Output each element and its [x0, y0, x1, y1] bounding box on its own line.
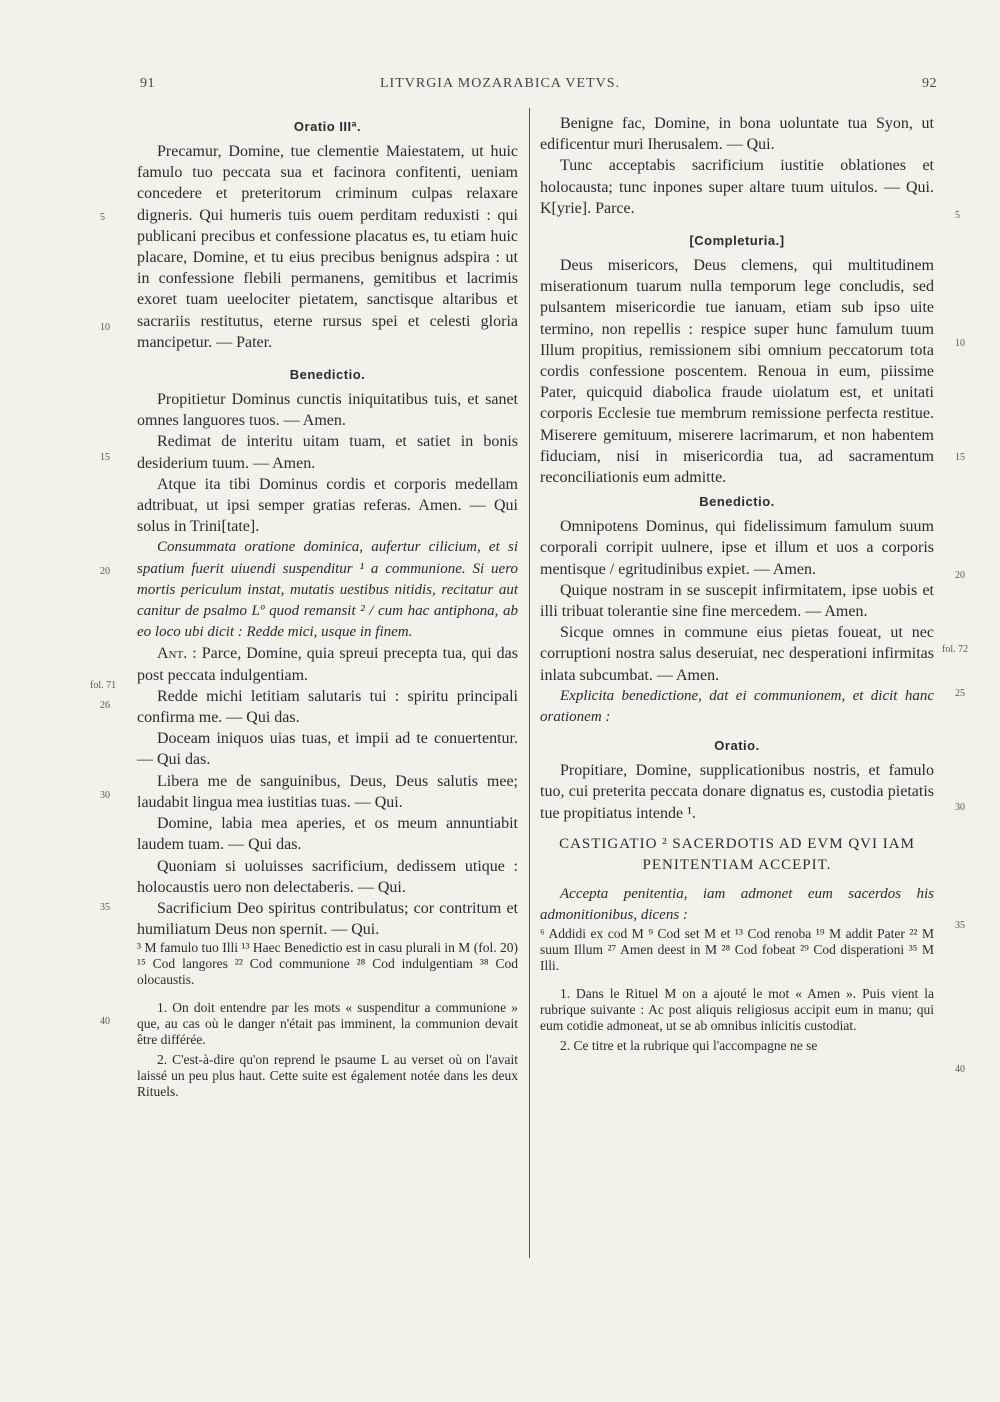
- folio-marker: fol. 72: [942, 644, 969, 655]
- antiphon-text: : Parce, Domine, quia spreui precepta tua, qui das post peccata indulgentiam.: [137, 645, 519, 684]
- line-number: 15: [955, 452, 965, 463]
- paragraph: Propitietur Dominus cunctis iniquitatibus tuis, et sanet omnes languores tuos. — Amen.: [137, 391, 518, 430]
- paragraph: Redde michi letitiam salutaris tui : spiritu principali confirma me. — Qui das.: [137, 687, 518, 727]
- antiphon-label: Ant.: [157, 645, 188, 663]
- paragraph: Precamur, Domine, tue clementie Maiestatem, ut huic famulo tuo peccata sua et facinora confitenti, ueniam concedere et preteritorum criminum culpas relaxare digneris. Qui humeris tuis ouem perditam reduxisti : qui publicani precibus et confessione placatus es, tu etiam huic placare, Domine, et tu eius precibus benignus adspira : ut in confessione flebili permanens, gemitibus et lacrimis exoret tuam ueelociter pietatem, sanctisque altaribus et sacrariis restitutus, eterne rursus spei et celesti gloria mancipetur. — Pater.: [137, 143, 518, 351]
- critical-apparatus: ⁶ Addidi ex cod M ⁹ Cod set M et ¹³ Cod renoba ¹⁹ M addit Pater ²² M suum Illum ²⁷ Amen deest in M ²⁸ Cod fobeat ²⁹ Cod disperationi ³⁵ M Illi.: [540, 926, 934, 974]
- footnote: 2. Ce titre et la rubrique qui l'accompagne ne se: [560, 1038, 818, 1054]
- antiphon: [137, 643, 518, 685]
- paragraph: Redimat de interitu uitam tuam, et satiet in bonis desiderium tuum. — Amen.: [137, 433, 518, 472]
- paragraph: Quique nostram in se suscepit infirmitatem, ipse uobis et illi tribuat tolerantie sine fine mercedem. — Amen.: [540, 581, 934, 621]
- paragraph: Deus misericors, Deus clemens, qui multitudinem miserationum tuarum nulla temporum lege concludis, sed pulsantem misericordie tue ianuam, etiam sub ipso uite termino, non repellis : respice super hunc famulum tuum Illum propitius, remissionem sibi omnium peccatorum tota cordis confessione poscentem. Renoua in eum, piissime Pater, quicquid diabolica fraude uiolatum est, et unitati corporis Ecclesie tue membrum remissione perfecta restitue. Miserere gemituum, miserere lacrimarum, et non habentem fiduciam, nisi in misericordia tua, ad sacramentum reconciliationis eum admitte.: [540, 257, 934, 487]
- line-number: 15: [100, 452, 110, 463]
- heading-castigatio: CASTIGATIO ² SACERDOTIS AD EVM QVI IAM PENITENTIAM ACCEPIT.: [559, 835, 915, 873]
- rubric: Consummata oratione dominica, aufertur cilicium, et si spatium fuerit uiuendi suspenditur ¹ a communione. Si uero mortis periculum instat, mutatis uestibus nitidis, recitatur aut canitur de psalmo Lº quod remansit ² / cum hac antiphona, ab eo loco ubi dicit : Redde mici, usque in finem.: [137, 539, 518, 641]
- line-number: 10: [955, 338, 965, 349]
- right-column: [540, 113, 934, 1058]
- line-number: 5: [100, 212, 105, 223]
- heading-oratio: Oratio.: [714, 738, 760, 754]
- critical-apparatus: ³ M famulo tuo Illi ¹³ Haec Benedictio est in casu plurali in M (fol. 20) ¹⁵ Cod langores ²² Cod communione ²⁸ Cod indulgentiam ³⁸ Cod olocaustis.: [137, 940, 518, 988]
- heading-oratio: Oratio IIIª.: [293, 119, 362, 134]
- paragraph: Libera me de sanguinibus, Deus, Deus salutis mee; laudabit lingua mea iustitias tuas. — Qui.: [137, 772, 518, 811]
- footnotes: [137, 1000, 518, 1100]
- paragraph: Sacrificium Deo spiritus contribulatus; cor contritum et humiliatum Deus non spernit. — Qui.: [137, 899, 518, 939]
- rubric: Explicita benedictione, dat ei communionem, et dicit hanc orationem :: [540, 687, 934, 726]
- footnote: 2. C'est-à-dire qu'on reprend le psaume L au verset où on l'avait laissé un peu plus haut. Cette suite est également notée dans les deux Rituels.: [137, 1052, 518, 1100]
- heading-completuria: [Completuria.]: [689, 233, 785, 249]
- line-number: 30: [955, 802, 965, 813]
- page-number-right: 92: [922, 76, 937, 91]
- footnote: 1. Dans le Rituel M on a ajouté le mot « Amen ». Puis vient la rubrique suivante : Ac post aliquis religiosus accipit eum in manu; qui eum cotidie admoneat, ut se ab omnibus inlicitis custodiat.: [540, 986, 934, 1034]
- paragraph: Domine, labia mea aperies, et os meum annuntiabit laudem tuam. — Qui das.: [137, 815, 518, 854]
- paragraph: Atque ita tibi Dominus cordis et corporis medellam adtribuat, ut ipsi semper gratias referas. Amen. — Qui solus in Trini[tate].: [137, 475, 518, 536]
- heading-benedictio: Benedictio.: [699, 494, 775, 510]
- paragraph: Propitiare, Domine, supplicationibus nostris, et famulo tuo, cui preterita peccata donare dignatus es, custodia pietatis tue propitiatus intende ¹.: [540, 762, 934, 822]
- line-number: 10: [100, 322, 110, 333]
- paragraph: Quoniam si uoluisses sacrificium, dedissem utique : holocaustis uero non delectaberis. — Qui.: [137, 857, 518, 896]
- heading-benedictio: Benedictio.: [289, 367, 366, 383]
- line-number: 20: [100, 566, 110, 577]
- footnote: 1. On doit entendre par les mots « suspenditur a communione » que, au cas où le danger n'était pas imminent, la communion devait être différée.: [137, 1000, 518, 1048]
- footnotes: [540, 986, 934, 1054]
- line-number: 5: [955, 210, 960, 221]
- line-number: 25: [955, 688, 965, 699]
- folio-marker: fol. 71: [90, 680, 117, 691]
- page-number-left: 91: [140, 76, 155, 91]
- running-title: LITVRGIA MOZARABICA VETVS.: [379, 76, 621, 91]
- paragraph: Tunc acceptabis sacrificium iustitie oblationes et holocausta; tunc inpones super altare tuum uitulos. — Qui. K[yrie]. Parce.: [540, 157, 934, 217]
- line-number: 20: [955, 570, 965, 581]
- rubric: Accepta penitentia, iam admonet eum sacerdos his admonitionibus, dicens :: [540, 885, 934, 924]
- paragraph: Sicque omnes in commune eius pietas foueat, ut nec corruptioni nostra salus deseruiat, nec desperationi infirmitas inlata subcumbat. — Amen.: [540, 624, 934, 684]
- line-number: 40: [955, 1064, 965, 1075]
- column-divider: [529, 108, 530, 1258]
- line-number: 30: [100, 790, 110, 801]
- left-column: [137, 113, 518, 1104]
- paragraph: Benigne fac, Domine, in bona uoluntate tua Syon, ut edificentur muri Iherusalem. — Qui.: [540, 115, 934, 154]
- line-number: 35: [955, 920, 965, 931]
- paragraph: Doceam iniquos uias tuas, et impii ad te conuertentur. — Qui das.: [137, 730, 518, 769]
- line-number: 40: [100, 1016, 110, 1027]
- line-number: 35: [100, 902, 110, 913]
- paragraph: Omnipotens Dominus, qui fidelissimum famulum suum corporali corripit uulnere, ipse et illum et uos a corporis mentisque / egritudinibus expiet. — Amen.: [540, 518, 934, 578]
- line-number: 26: [100, 700, 110, 711]
